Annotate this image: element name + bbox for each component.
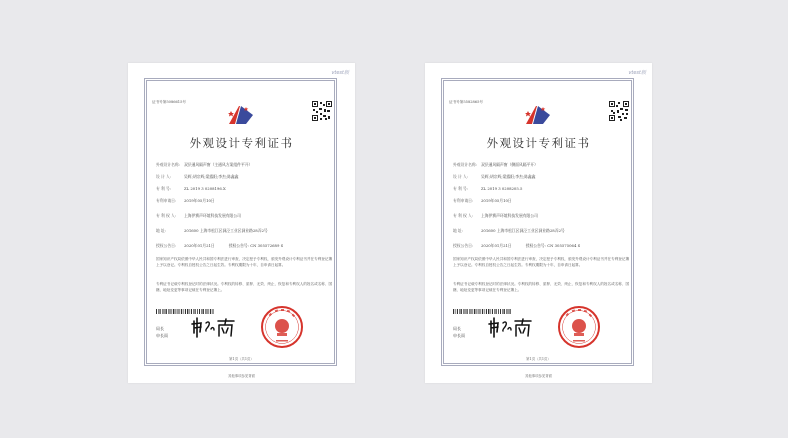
qr-code-icon — [609, 101, 629, 121]
official-seal-icon — [557, 305, 601, 349]
patent-number-row: 专 利 号: ZL 2019 3 0208205.5 — [453, 186, 523, 191]
filing-date-row: 专利申请日: 2019年05月10日 — [156, 198, 215, 203]
barcode-icon — [156, 309, 214, 314]
director-labels: 局长 申长雨 — [156, 326, 168, 338]
corner-tag: vtest版 — [628, 70, 646, 76]
page-number: 第1页（共1页） — [526, 357, 551, 361]
corner-tag: vtest版 — [331, 70, 349, 76]
filing-date-row: 专利申请日: 2019年05月10日 — [453, 198, 512, 203]
director-labels: 局长 申长雨 — [453, 326, 465, 338]
patent-number-row: 专 利 号: ZL 2019 3 0208196.X — [156, 186, 226, 191]
qr-code-icon — [312, 101, 332, 121]
address-row: 地 址: 201600 上海市松江区洞泾工业区洞业路28弄2号 — [156, 228, 268, 233]
certificate-paragraph-1: 国家知识产权局依照中华人民共和国专利法进行审查，决定授予专利权，颁发外观设计专利证书并在专利登记簿上予以登记。专利权自授权公告之日起生效。专利权期限为十年，自申请日起算。 — [453, 257, 630, 267]
certificate-paragraph-1: 国家知识产权局依照中华人民共和国专利法进行审查，决定授予专利权，颁发外观设计专利证书并在专利登记簿上予以登记。专利权自授权公告之日起生效。专利权期限为十年，自申请日起算。 — [156, 257, 333, 267]
patent-certificate-1 — [128, 63, 355, 383]
certificate-title: 外观设计专利证书 — [486, 136, 591, 150]
patent-office-emblem-icon — [523, 103, 551, 125]
grant-row: 授权公告日: 2020年01月21日 授权公告号: CN 305572689 S — [156, 243, 284, 248]
director-signature-icon — [487, 315, 533, 339]
certificate-number: 证书号第5582865号 — [449, 100, 483, 104]
design-name-row: 外观设计名称: 双层通风隔声窗（主通风方案组件平开） — [156, 162, 253, 167]
certificate-paragraph-2: 专利证书记载专利权登记时的法律状况。专利权的转移、质押、无效、终止、恢复和专利权人的姓名或名称、国籍、地址变更等事项记载在专利登记簿上。 — [453, 282, 630, 292]
director-signature-icon — [190, 315, 236, 339]
patentee-row: 专 利 权 人: 上海伊赛声环境科技发展有限公司 — [156, 213, 241, 218]
designers-row: 设 计 人: 吴辉;胡宗辉;梁露阳;李杰;陈鑫鑫 — [156, 174, 239, 179]
certificate-number: 证书号第5086615号 — [152, 100, 186, 104]
page-number: 第1页（共1页） — [229, 357, 254, 361]
barcode-icon — [453, 309, 511, 314]
patent-certificate-2 — [425, 63, 652, 383]
address-row: 地 址: 201600 上海市松江区洞泾工业区洞业路28弄2号 — [453, 228, 565, 233]
official-seal-icon — [260, 305, 304, 349]
design-name-row: 外观设计名称: 双层通风隔声窗（侧面风隔平开） — [453, 162, 538, 167]
patent-office-emblem-icon — [226, 103, 254, 125]
designers-row: 设 计 人: 吴辉;胡宗辉;梁露阳;李杰;陈鑫鑫 — [453, 174, 536, 179]
footer-note: 其他事项参见背面 — [524, 374, 553, 378]
certificate-paragraph-2: 专利证书记载专利权登记时的法律状况。专利权的转移、质押、无效、终止、恢复和专利权人的姓名或名称、国籍、地址变更等事项记载在专利登记簿上。 — [156, 282, 333, 292]
footer-note: 其他事项参见背面 — [227, 374, 256, 378]
certificate-title: 外观设计专利证书 — [189, 136, 294, 150]
patentee-row: 专 利 权 人: 上海伊赛声环境科技发展有限公司 — [453, 213, 538, 218]
grant-row: 授权公告日: 2020年01月21日 授权公告号: CN 305575064 S — [453, 243, 581, 248]
